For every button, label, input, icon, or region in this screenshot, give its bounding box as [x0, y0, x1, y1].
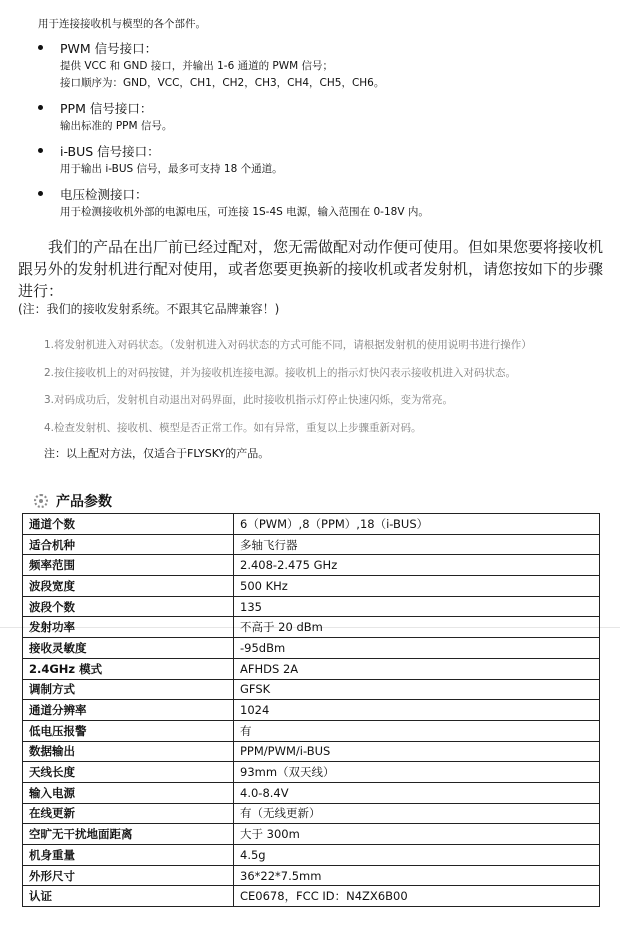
- interface-desc: 提供 VCC 和 GND 接口，并输出 1-6 通道的 PWM 信号；: [60, 60, 334, 72]
- spec-key: 认证: [23, 886, 234, 907]
- spec-row: [23, 782, 600, 803]
- interface-title: 电压检测接口：: [60, 187, 148, 202]
- spec-title: 产品参数: [56, 494, 112, 510]
- pairing-step: 2.按住接收机上的对码按键，并为接收机连接电源。接收机上的指示灯快闪表示接收机进入对码状态。: [44, 366, 517, 379]
- interface-pwm: [38, 40, 598, 92]
- pairing-paragraph: 我们的产品在出厂前已经过配对，您无需做配对动作便可使用。但如果您要将接收机跟另外的发射机进行配对使用，或者您要更换新的接收机或者发射机，请您按如下的步骤进行：: [18, 238, 604, 300]
- spec-value: 135: [234, 596, 600, 617]
- spec-row: [23, 617, 600, 638]
- interface-ppm: [38, 100, 598, 135]
- interface-desc: 输出标准的 PPM 信号。: [60, 120, 173, 132]
- interface-desc: 接口顺序为：GND，VCC，CH1，CH2，CH3，CH4，CH5，CH6。: [60, 77, 385, 89]
- spec-key: 机身重量: [23, 845, 234, 866]
- spec-row: [23, 576, 600, 597]
- spec-value: CE0678，FCC ID：N4ZX6B00: [234, 886, 600, 907]
- spec-row: [23, 596, 600, 617]
- interface-voltage: [38, 186, 598, 221]
- gear-icon: [34, 494, 48, 508]
- spec-key: 天线长度: [23, 762, 234, 783]
- spec-table: [22, 513, 600, 907]
- pairing-steps: [44, 336, 604, 446]
- spec-key: 数据输出: [23, 741, 234, 762]
- spec-heading: [34, 491, 112, 511]
- spec-value: 不高于 20 dBm: [234, 617, 600, 638]
- spec-row: [23, 720, 600, 741]
- spec-value: 有（无线更新）: [234, 803, 600, 824]
- spec-value: 2.408-2.475 GHz: [234, 555, 600, 576]
- spec-row: [23, 886, 600, 907]
- spec-value: GFSK: [234, 679, 600, 700]
- spec-value: 多轴飞行器: [234, 534, 600, 555]
- spec-value: 4.5g: [234, 845, 600, 866]
- spec-value: 36*22*7.5mm: [234, 865, 600, 886]
- spec-key: 空旷无干扰地面距离: [23, 824, 234, 845]
- spec-key: 波段宽度: [23, 576, 234, 597]
- bullet-dot-icon: [38, 45, 43, 50]
- interface-list: [38, 40, 598, 229]
- spec-row: [23, 803, 600, 824]
- spec-value: AFHDS 2A: [234, 658, 600, 679]
- spec-value: 4.0-8.4V: [234, 782, 600, 803]
- spec-key: 适合机种: [23, 534, 234, 555]
- spec-row: [23, 865, 600, 886]
- interface-title: PWM 信号接口：: [60, 41, 158, 56]
- spec-row: [23, 700, 600, 721]
- spec-value: 大于 300m: [234, 824, 600, 845]
- pairing-step: 1.将发射机进入对码状态。（发射机进入对码状态的方式可能不同，请根据发射机的使用说明书进行操作）: [44, 339, 532, 351]
- compatibility-note: (注：我们的接收发射系统。不跟其它品牌兼容！): [18, 302, 280, 316]
- bullet-dot-icon: [38, 191, 43, 196]
- intro-text: 用于连接接收机与模型的各个部件。: [38, 18, 206, 30]
- pairing-step: 4.检查发射机、接收机、模型是否正常工作。如有异常，重复以上步骤重新对码。: [44, 421, 422, 434]
- spec-value: 93mm（双天线）: [234, 762, 600, 783]
- spec-row: [23, 845, 600, 866]
- spec-value: 有: [234, 720, 600, 741]
- spec-key: 频率范围: [23, 555, 234, 576]
- spec-key: 发射功率: [23, 617, 234, 638]
- spec-key: 外形尺寸: [23, 865, 234, 886]
- pairing-step: 3.对码成功后，发射机自动退出对码界面，此时接收机指示灯停止快速闪烁，变为常亮。: [44, 394, 454, 406]
- spec-key: 接收灵敏度: [23, 638, 234, 659]
- interface-desc: 用于检测接收机外部的电源电压，可连接 1S-4S 电源，输入范围在 0-18V 内。: [60, 206, 429, 218]
- interface-title: PPM 信号接口：: [60, 101, 153, 116]
- bullet-dot-icon: [38, 105, 43, 110]
- spec-key: 输入电源: [23, 782, 234, 803]
- spec-row: [23, 658, 600, 679]
- spec-row: [23, 679, 600, 700]
- spec-key: 波段个数: [23, 596, 234, 617]
- spec-row: [23, 555, 600, 576]
- spec-row: [23, 638, 600, 659]
- spec-row: [23, 534, 600, 555]
- spec-row: [23, 741, 600, 762]
- spec-row: [23, 762, 600, 783]
- spec-value: 1024: [234, 700, 600, 721]
- spec-key: 2.4GHz 模式: [23, 658, 234, 679]
- spec-key: 通道个数: [23, 514, 234, 535]
- bullet-dot-icon: [38, 148, 43, 153]
- spec-key: 在线更新: [23, 803, 234, 824]
- interface-desc: 用于输出 i-BUS 信号，最多可支持 18 个通道。: [60, 163, 283, 175]
- flysky-note: 注：以上配对方法，仅适合于FLYSKY的产品。: [44, 447, 270, 460]
- interface-ibus: [38, 143, 598, 178]
- spec-row: [23, 514, 600, 535]
- interface-title: i-BUS 信号接口：: [60, 144, 160, 159]
- spec-value: 500 KHz: [234, 576, 600, 597]
- spec-value: -95dBm: [234, 638, 600, 659]
- spec-value: PPM/PWM/i-BUS: [234, 741, 600, 762]
- spec-value: 6（PWM）,8（PPM）,18（i-BUS）: [234, 514, 600, 535]
- spec-key: 调制方式: [23, 679, 234, 700]
- spec-row: [23, 824, 600, 845]
- spec-key: 低电压报警: [23, 720, 234, 741]
- spec-key: 通道分辨率: [23, 700, 234, 721]
